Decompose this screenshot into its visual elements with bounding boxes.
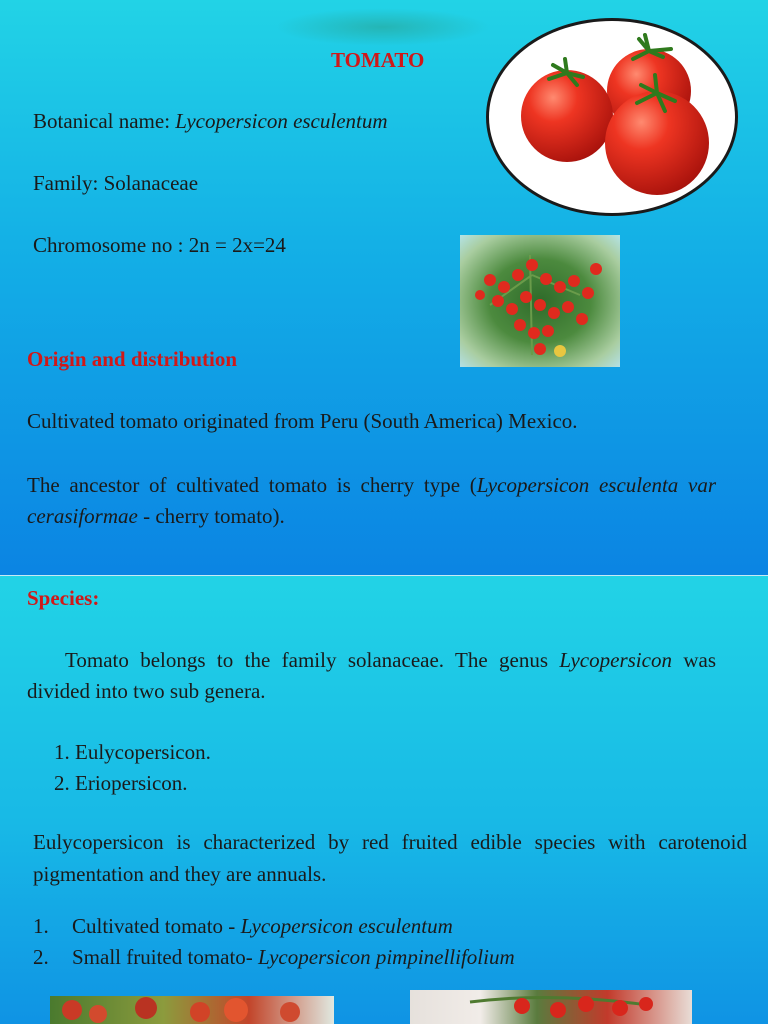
list-item: 2. Small fruited tomato- Lycopersicon pimpinellifolium bbox=[33, 945, 515, 969]
genus-intro-paragraph: Tomato belongs to the family solanaceae. The genus Lycopersicon was divided into two sub genera. bbox=[27, 648, 716, 703]
species-heading: Species: bbox=[27, 586, 100, 610]
tomato-plant-photo bbox=[50, 996, 334, 1024]
species-list bbox=[33, 911, 515, 973]
decorative-haze bbox=[275, 8, 490, 46]
tomato-image-oval bbox=[486, 18, 738, 216]
cherry-tomato-photo bbox=[460, 235, 620, 367]
list-item: 2. Eriopersicon. bbox=[54, 771, 188, 795]
ancestor-paragraph: The ancestor of cultivated tomato is cherry type (Lycopersicon esculenta var cerasiformae - cherry tomato). bbox=[27, 473, 716, 528]
cherry-tomato-cluster bbox=[460, 235, 620, 367]
list-item: 1. Cultivated tomato - Lycopersicon esculentum bbox=[33, 914, 453, 938]
cherry-tomato-hand-photo bbox=[410, 990, 692, 1024]
origin-heading: Origin and distribution bbox=[27, 347, 238, 371]
list-item: 1. Eulycopersicon. bbox=[54, 740, 211, 764]
cherry-tomato-truss bbox=[410, 990, 692, 1024]
family-line: Family: Solanaceae bbox=[33, 171, 199, 195]
chromosome-line: Chromosome no : 2n = 2x=24 bbox=[33, 233, 286, 257]
tomato-plant-fruits bbox=[50, 996, 334, 1024]
eulycopersicon-description: Eulycopersicon is characterized by red fruited edible species with carotenoid pigmentation and they are annuals. bbox=[33, 830, 747, 886]
tomatoes-illustration bbox=[489, 21, 735, 213]
slide-title: TOMATO bbox=[331, 48, 425, 72]
subgenera-list bbox=[54, 737, 211, 799]
origin-line: Cultivated tomato originated from Peru (South America) Mexico. bbox=[27, 409, 578, 433]
botanical-name: Botanical name: Lycopersicon esculentum bbox=[33, 109, 388, 133]
